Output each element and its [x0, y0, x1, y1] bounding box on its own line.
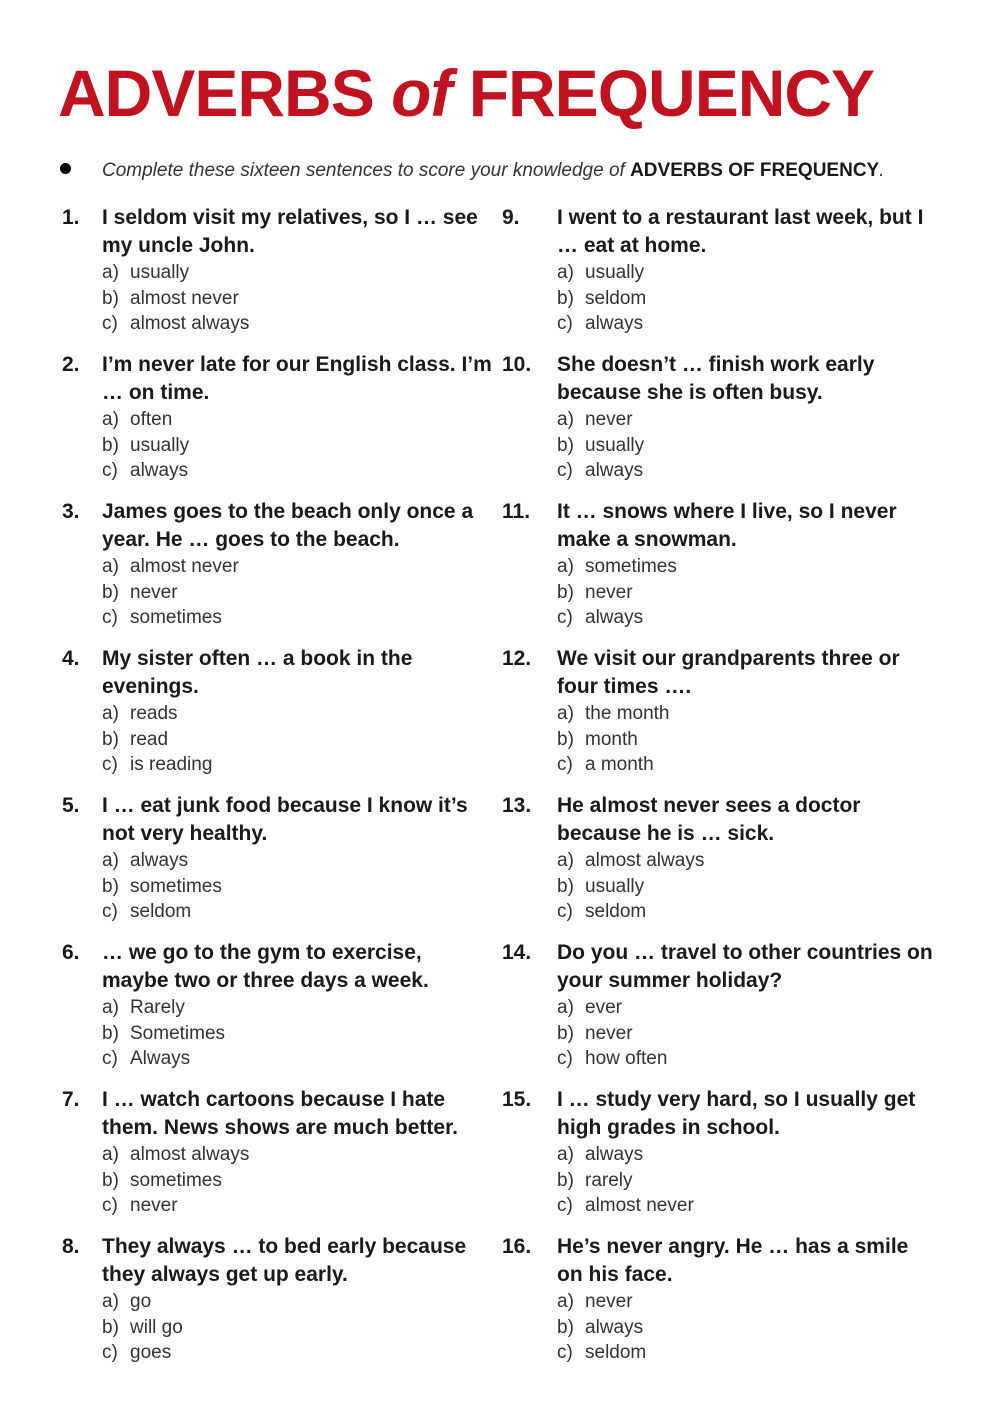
answer-option[interactable] — [102, 433, 189, 459]
option-letter: a) — [557, 556, 574, 577]
answer-option[interactable] — [557, 311, 646, 337]
option-text: almost never — [130, 287, 239, 309]
option-letter: a) — [557, 1144, 574, 1165]
option-letter: b) — [557, 434, 574, 456]
option-letter: b) — [557, 728, 574, 750]
answer-option[interactable] — [557, 848, 704, 874]
option-letter: c) — [102, 754, 118, 776]
answer-option[interactable] — [557, 458, 644, 484]
option-text: always — [585, 460, 644, 482]
question-number: 3. — [62, 500, 80, 523]
answer-option[interactable] — [102, 286, 249, 312]
question-number: 7. — [62, 1088, 80, 1111]
answer-options — [557, 995, 667, 1072]
answer-option[interactable] — [102, 874, 222, 900]
option-letter: c) — [102, 313, 118, 335]
answer-option[interactable] — [102, 1168, 249, 1194]
option-text: seldom — [585, 287, 647, 309]
questions-column-right — [502, 204, 932, 1380]
option-letter: a) — [102, 262, 119, 283]
question-number: 2. — [62, 353, 80, 376]
question-item — [62, 1233, 492, 1380]
answer-option[interactable] — [102, 899, 222, 925]
question-number: 5. — [62, 794, 80, 817]
option-text: sometimes — [130, 1169, 222, 1191]
question-text: It … snows where I live, so I never make a snowman. — [557, 500, 897, 551]
question-text: I … eat junk food because I know it’s not very healthy. — [102, 794, 468, 845]
question-number: 13. — [502, 794, 532, 817]
question-item — [62, 351, 492, 498]
option-text: never — [130, 1195, 178, 1217]
answer-option[interactable] — [557, 1168, 694, 1194]
option-letter: b) — [102, 1022, 119, 1044]
question-text: James goes to the beach only once a year. He … goes to the beach. — [102, 500, 474, 551]
option-text: never — [585, 581, 633, 603]
answer-option[interactable] — [557, 286, 646, 312]
option-letter: b) — [557, 875, 574, 897]
option-text: ever — [585, 997, 622, 1018]
answer-option[interactable] — [102, 407, 189, 433]
option-letter: a) — [102, 703, 119, 724]
answer-option[interactable] — [102, 1046, 225, 1072]
option-letter: c) — [557, 754, 573, 776]
option-letter: c) — [102, 901, 118, 923]
option-letter: b) — [102, 287, 119, 309]
bullet-icon — [60, 163, 71, 174]
question-text: Do you … travel to other countries on your summer holiday? — [557, 941, 933, 992]
option-text: Rarely — [130, 997, 185, 1018]
option-letter: b) — [102, 875, 119, 897]
title-part-frequency: FREQUENCY — [451, 56, 875, 130]
option-text: seldom — [585, 901, 647, 923]
option-letter: a) — [557, 1291, 574, 1312]
question-item — [502, 351, 932, 498]
option-text: sometimes — [130, 607, 222, 629]
answer-option[interactable] — [102, 554, 239, 580]
answer-option[interactable] — [102, 752, 212, 778]
answer-option[interactable] — [557, 433, 644, 459]
question-number: 8. — [62, 1235, 80, 1258]
option-text: almost always — [585, 850, 705, 871]
question-text: I seldom visit my relatives, so I … see my uncle John. — [102, 206, 478, 257]
option-text: Always — [130, 1048, 191, 1070]
answer-options — [557, 260, 646, 337]
option-letter: b) — [102, 434, 119, 456]
answer-option[interactable] — [557, 407, 644, 433]
question-number: 14. — [502, 941, 532, 964]
question-item — [62, 204, 492, 351]
answer-option[interactable] — [102, 1315, 183, 1341]
option-text: always — [585, 313, 644, 335]
option-text: always — [585, 1144, 644, 1165]
option-letter: a) — [102, 997, 119, 1018]
answer-option[interactable] — [557, 1289, 646, 1315]
answer-option[interactable] — [557, 899, 704, 925]
answer-options — [102, 848, 222, 925]
option-text: will go — [130, 1316, 183, 1338]
answer-options — [557, 848, 704, 925]
option-letter: a) — [102, 556, 119, 577]
answer-option[interactable] — [102, 1340, 183, 1366]
option-letter: c) — [102, 1195, 118, 1217]
option-letter: b) — [557, 1316, 574, 1338]
option-text: always — [130, 460, 189, 482]
answer-options — [557, 554, 677, 631]
option-text: never — [585, 409, 633, 430]
question-text: … we go to the gym to exercise, maybe two or three days a week. — [102, 941, 429, 992]
option-text: almost never — [585, 1195, 694, 1217]
option-text: almost never — [130, 556, 239, 577]
option-text: never — [585, 1291, 633, 1312]
answer-option[interactable] — [557, 605, 677, 631]
option-text: always — [585, 1316, 644, 1338]
question-item — [62, 645, 492, 792]
option-letter: c) — [557, 1342, 573, 1364]
answer-option[interactable] — [102, 727, 212, 753]
option-text: usually — [130, 262, 190, 283]
question-item — [62, 1086, 492, 1233]
instruction-line — [60, 160, 885, 182]
option-letter: b) — [557, 1169, 574, 1191]
worksheet-title — [58, 56, 875, 130]
answer-option[interactable] — [557, 1340, 646, 1366]
option-letter: b) — [102, 1169, 119, 1191]
option-letter: c) — [102, 1048, 118, 1070]
option-letter: c) — [102, 1342, 118, 1364]
option-letter: c) — [557, 1048, 573, 1070]
option-text: always — [585, 607, 644, 629]
option-text: rarely — [585, 1169, 633, 1191]
instruction-bold: ADVERBS OF FREQUENCY — [630, 160, 880, 181]
option-letter: a) — [102, 409, 119, 430]
option-text: go — [130, 1291, 152, 1312]
answer-option[interactable] — [557, 554, 677, 580]
option-letter: c) — [102, 460, 118, 482]
option-text: usually — [585, 434, 645, 456]
answer-option[interactable] — [102, 1193, 249, 1219]
option-text: usually — [585, 262, 645, 283]
answer-options — [557, 407, 644, 484]
answer-option[interactable] — [557, 995, 667, 1021]
question-number: 6. — [62, 941, 80, 964]
question-number: 9. — [502, 206, 520, 229]
answer-option[interactable] — [102, 701, 212, 727]
answer-option[interactable] — [102, 260, 249, 286]
option-text: almost always — [130, 1144, 250, 1165]
option-letter: b) — [102, 1316, 119, 1338]
option-text: never — [585, 1022, 633, 1044]
answer-options — [102, 995, 225, 1072]
answer-option[interactable] — [557, 1021, 667, 1047]
option-letter: a) — [557, 703, 574, 724]
question-text: I … study very hard, so I usually get high grades in school. — [557, 1088, 916, 1139]
answer-options — [102, 701, 212, 778]
option-letter: c) — [557, 460, 573, 482]
question-text: He almost never sees a doctor because he is … sick. — [557, 794, 861, 845]
answer-option[interactable] — [557, 1142, 694, 1168]
answer-option[interactable] — [557, 1315, 646, 1341]
question-item — [502, 645, 932, 792]
option-letter: c) — [102, 607, 118, 629]
answer-options — [102, 260, 249, 337]
question-text: We visit our grandparents three or four times …. — [557, 647, 900, 698]
option-letter: c) — [557, 1195, 573, 1217]
option-text: a month — [585, 754, 654, 776]
option-text: usually — [585, 875, 645, 897]
title-part-of: of — [391, 56, 452, 130]
answer-option[interactable] — [102, 995, 225, 1021]
question-text: I’m never late for our English class. I’m … on time. — [102, 353, 492, 404]
answer-options — [557, 1142, 694, 1219]
answer-option[interactable] — [557, 1046, 667, 1072]
option-text: almost always — [130, 313, 250, 335]
question-item — [502, 1086, 932, 1233]
questions-column-left — [62, 204, 492, 1380]
option-letter: b) — [102, 728, 119, 750]
option-letter: b) — [557, 581, 574, 603]
question-item — [502, 792, 932, 939]
answer-option[interactable] — [557, 1193, 694, 1219]
option-text: goes — [130, 1342, 172, 1364]
answer-option[interactable] — [102, 458, 189, 484]
question-number: 11. — [502, 500, 531, 523]
question-item — [502, 939, 932, 1086]
answer-options — [102, 1289, 183, 1366]
option-letter: b) — [102, 581, 119, 603]
answer-options — [557, 701, 670, 778]
answer-option[interactable] — [102, 1021, 225, 1047]
question-number: 4. — [62, 647, 80, 670]
answer-option[interactable] — [557, 752, 670, 778]
option-text: seldom — [585, 1342, 647, 1364]
question-item — [502, 1233, 932, 1380]
question-item — [62, 792, 492, 939]
option-text: seldom — [130, 901, 192, 923]
option-letter: a) — [557, 850, 574, 871]
option-letter: c) — [557, 901, 573, 923]
option-text: the month — [585, 703, 670, 724]
answer-option[interactable] — [102, 311, 249, 337]
question-number: 16. — [502, 1235, 532, 1258]
question-item — [62, 498, 492, 645]
option-letter: b) — [557, 1022, 574, 1044]
question-item — [62, 939, 492, 1086]
option-text: usually — [130, 434, 190, 456]
question-text: I … watch cartoons because I hate them. News shows are much better. — [102, 1088, 458, 1139]
answer-option[interactable] — [102, 580, 239, 606]
answer-options — [102, 554, 239, 631]
answer-option[interactable] — [102, 848, 222, 874]
answer-option[interactable] — [557, 701, 670, 727]
option-text: is reading — [130, 754, 213, 776]
question-number: 1. — [62, 206, 80, 229]
option-text: always — [130, 850, 189, 871]
answer-option[interactable] — [102, 605, 239, 631]
option-letter: a) — [102, 850, 119, 871]
answer-option[interactable] — [557, 260, 646, 286]
question-text: He’s never angry. He … has a smile on his face. — [557, 1235, 909, 1286]
option-text: sometimes — [130, 875, 222, 897]
question-text: I went to a restaurant last week, but I … eat at home. — [557, 206, 924, 257]
question-item — [502, 498, 932, 645]
option-text: often — [130, 409, 173, 430]
option-text: reads — [130, 703, 178, 724]
option-letter: a) — [557, 997, 574, 1018]
question-text: She doesn’t … finish work early because she is often busy. — [557, 353, 875, 404]
question-number: 10. — [502, 353, 532, 376]
option-text: how often — [585, 1048, 668, 1070]
option-letter: a) — [557, 262, 574, 283]
question-text: They always … to bed early because they always get up early. — [102, 1235, 467, 1286]
answer-options — [557, 1289, 646, 1366]
answer-option[interactable] — [102, 1289, 183, 1315]
answer-options — [102, 1142, 249, 1219]
option-letter: c) — [557, 313, 573, 335]
question-text: My sister often … a book in the evenings. — [102, 647, 413, 698]
option-letter: c) — [557, 607, 573, 629]
question-number: 15. — [502, 1088, 532, 1111]
option-letter: b) — [557, 287, 574, 309]
title-part-adverbs: ADVERBS — [58, 56, 392, 130]
question-item — [502, 204, 932, 351]
option-letter: a) — [557, 409, 574, 430]
option-letter: a) — [102, 1291, 119, 1312]
option-letter: a) — [102, 1144, 119, 1165]
answer-option[interactable] — [557, 874, 704, 900]
option-text: Sometimes — [130, 1022, 226, 1044]
question-number: 12. — [502, 647, 532, 670]
option-text: sometimes — [585, 556, 677, 577]
answer-options — [102, 407, 189, 484]
instruction-end: . — [879, 160, 885, 181]
option-text: never — [130, 581, 178, 603]
answer-option[interactable] — [102, 1142, 249, 1168]
option-text: read — [130, 728, 169, 750]
answer-option[interactable] — [557, 727, 670, 753]
instruction-text: Complete these sixteen sentences to score your knowledge of — [102, 160, 631, 181]
answer-option[interactable] — [557, 580, 677, 606]
option-text: month — [585, 728, 638, 750]
